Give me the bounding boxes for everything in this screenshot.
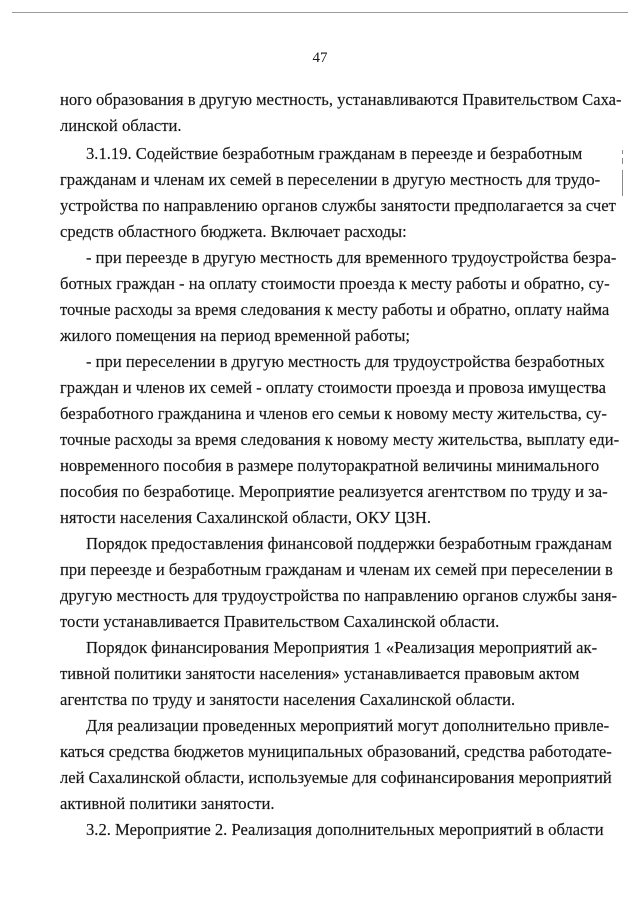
text-line: 3.2. Мероприятие 2. Реализация дополнительных мероприятий в области — [86, 820, 604, 839]
text-line: Порядок предоставления финансовой поддержки безработным гражданам — [86, 534, 612, 553]
text-line: линской области. — [60, 116, 182, 135]
text-line: жилого помещения на период временной работы; — [60, 326, 411, 345]
text-line: безработного гражданина и членов его семьи к новому месту жительства, су- — [60, 404, 607, 423]
text-line: лей Сахалинской области, используемые для софинансирования мероприятий — [60, 768, 612, 787]
page-number: 47 — [312, 50, 328, 66]
text-line: Для реализации проведенных мероприятий могут дополнительно привле- — [86, 716, 610, 735]
text-line: тивной политики занятости населения» устанавливается правовым актом — [60, 664, 580, 683]
text-line: ботных граждан - на оплату стоимости проезда к месту работы и обратно, су- — [60, 274, 610, 293]
text-line: активной политики занятости. — [60, 794, 275, 813]
text-line: тости устанавливается Правительством Сахалинской области. — [60, 612, 500, 631]
top-rule — [12, 12, 628, 13]
text-line: новременного пособия в размере полуторакратной величины минимального — [60, 456, 600, 475]
text-line: пособия по безработице. Мероприятие реализуется агентством по труду и за- — [60, 482, 608, 501]
text-line: средств областного бюджета. Включает расходы: — [60, 222, 407, 241]
text-line: каться средства бюджетов муниципальных образований, средства работодате- — [60, 742, 612, 761]
text-line: точные расходы за время следования к месту работы и обратно, оплату найма — [60, 300, 610, 319]
text-line: устройства по направлению органов службы занятости предполагается за счет — [60, 196, 616, 215]
text-line: Порядок финансирования Мероприятия 1 «Реализация мероприятий ак- — [86, 638, 598, 657]
text-line: 3.1.19. Содействие безработным гражданам в переезде и безработным — [86, 144, 583, 163]
text-line: нятости населения Сахалинской области, ОКУ ЦЗН. — [60, 508, 432, 527]
scan-margin-mark — [622, 150, 624, 198]
text-line: ного образования в другую местность, устанавливаются Правительством Саха- — [60, 90, 622, 109]
text-line: при переезде и безработным гражданам и членам их семей при переселении в — [60, 560, 613, 579]
text-line: другую местность для трудоустройства по направлению органов службы заня- — [60, 586, 618, 605]
text-line: - при переезде в другую местность для временного трудоустройства безра- — [86, 248, 617, 267]
text-line: точные расходы за время следования к новому месту жительства, выплату еди- — [60, 430, 620, 449]
text-line: агентства по труду и занятости населения Сахалинской области. — [60, 690, 516, 709]
text-line: граждан и членов их семей - оплату стоимости проезда и провоза имущества — [60, 378, 606, 397]
text-line: - при переселении в другую местность для трудоустройства безработных — [86, 352, 605, 371]
text-line: гражданам и членам их семей в переселении в другую местность для трудо- — [60, 170, 601, 189]
